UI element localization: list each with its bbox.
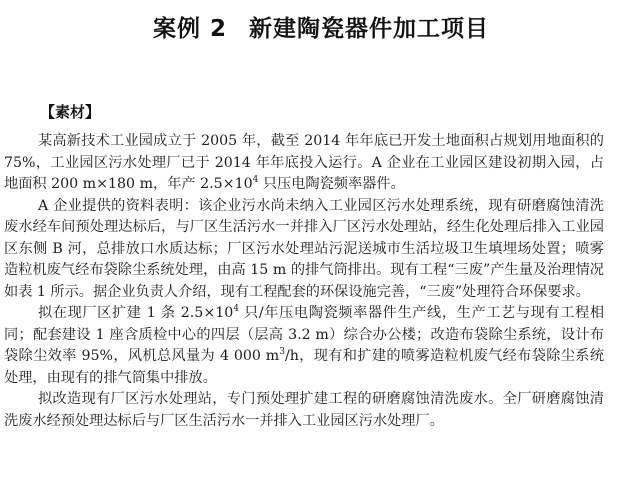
paragraph-text: 只压电陶瓷频率器件。: [258, 176, 405, 192]
paragraph: [4, 196, 604, 304]
title-main: 新建陶瓷器件加工项目: [249, 16, 489, 42]
superscript: 3: [279, 347, 285, 357]
page-title: [0, 10, 642, 43]
paragraph-text: A 企业提供的资料表明：该企业污水尚未纳入工业园区污水处理系统，现有研磨腐蚀清洗废水经车间预处理达标后，与厂区生活污水一并排入厂区污水处理站，经生化处理后排入工业园区东侧 B 河，总排放口水质达标；厂区污水处理站污泥送城市生活垃圾卫生填埋场处置；喷雾造粒机废气经布袋除尘系统处理，由高 15 m 的排气筒排出。现有工程“三废”产生量及治理情况如表 1 所示。据企业负责人介绍，现有工程配套的环保设施完善，“三废”处理符合环保要求。: [4, 197, 604, 300]
paragraph: [4, 131, 604, 196]
title-case-number: 案例 2: [152, 16, 227, 42]
body-text: [4, 131, 604, 432]
paragraph: [4, 303, 604, 389]
superscript: 4: [233, 304, 239, 314]
paragraph-text: 拟改造现有厂区污水处理站，专门预处理扩建工程的研磨腐蚀清洗废水。全厂研磨腐蚀清洗废水经预处理达标后与厂区生活污水一并排入工业园区污水处理厂。: [4, 391, 604, 429]
paragraph-text: 拟在现厂区扩建 1 条 2.5×10: [38, 305, 234, 321]
section-heading: 【素材】: [40, 103, 101, 121]
paragraph-text: /h，现有和扩建的喷雾造粒机废气经布袋除尘系统处理，由现有的排气筒集中排放。: [4, 348, 605, 386]
superscript: 4: [252, 175, 259, 185]
paragraph-text: 某高新技术工业园成立于 2005 年，截至 2014 年年底已开发土地面积占规划用地面积的 75%，工业园区污水处理厂已于 2014 年年底投入运行。A 企业在工业园区建设初期入园，占地面积 200 m×180 m，年产 2.5×10: [4, 133, 604, 192]
paragraph: [4, 389, 604, 432]
paragraph-text: 只/年压电陶瓷频率器件生产线，生产工艺与现有工程相同；配套建设 1 座含质检中心的四层（层高 3.2 m）综合办公楼；改造布袋除尘系统，设计布袋除尘效率 95%，风机总风量为 4 000 m: [4, 305, 605, 364]
